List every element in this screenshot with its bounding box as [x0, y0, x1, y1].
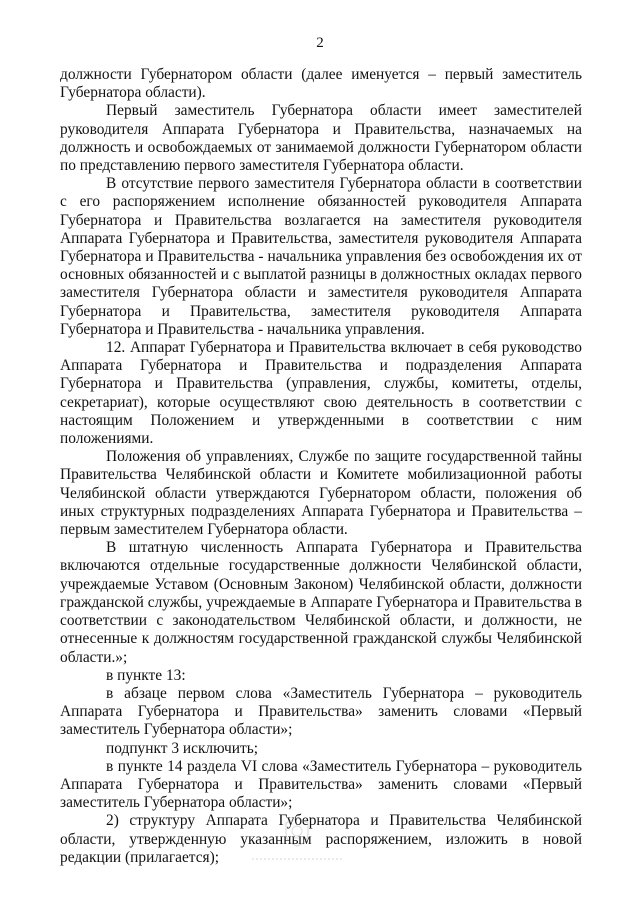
paragraph-item-12: 12. Аппарат Губернатора и Правительства включает в себя руководство Аппарата Губернатора и Правительства и подразделения Аппарата Губернатора и Правительства (управления, службы, комитеты, отделы, секретариат), которые осуществляют свою деятельность в соответствии с настоящим Положением и утвержденными в соответствии с ним положениями.	[60, 339, 582, 448]
page-number: 2	[316, 35, 324, 51]
paragraph-regulations: Положения об управлениях, Службе по защите государственной тайны Правительства Челябинской области и Комитете мобилизационной работы Челябинской области утверждаются Губернатором области, положения об иных структурных подразделениях Аппарата Губернатора и Правительства – первым заместителем Губернатора области.	[60, 448, 582, 539]
document-body	[60, 66, 582, 867]
emblem-watermark-icon	[282, 816, 312, 848]
paragraph-subitem-3: подпункт 3 исключить;	[106, 739, 259, 757]
paragraph-continuation: должности Губернатором области (далее именуется – первый заместитель Губернатора области).	[60, 66, 582, 102]
paragraph-deputies: Первый заместитель Губернатора области имеет заместителей руководителя Аппарата Губернатора и Правительства, назначаемых на должность и освобождаемых от занимаемой должности Губернатором области по представлению первого заместителя Губернатора области.	[60, 102, 582, 175]
paragraph-item-14: в пункте 14 раздела VI слова «Заместитель Губернатора – руководитель Аппарата Губернатора и Правительства» заменить словами «Первый заместитель Губернатора области»;	[60, 757, 582, 812]
watermark-stamp-line	[252, 858, 342, 864]
paragraph-absence-duties: В отсутствие первого заместителя Губернатора области в соответствии с его распоряжением исполнение обязанностей руководителя Аппарата Губернатора и Правительства возлагается на заместителя руководителя Аппарата Губернатора и Правительства, заместителя руководителя Аппарата Губернатора и Правительства - начальника управления без освобождения их от основных обязанностей и с выплатой разницы в должностных окладах первого заместителя Губернатора области и заместителя руководителя Аппарата Губернатора и Правительства, заместителя руководителя Аппарата Губернатора и Правительства - начальника управления.	[60, 175, 582, 338]
paragraph-item-13: в пункте 13:	[106, 666, 186, 684]
paragraph-structure: 2) структуру Аппарата Губернатора и Правительства Челябинской области, утвержденную указанным распоряжением, изложить в новой редакции (прилагается);	[60, 812, 582, 866]
paragraph-staff-count: В штатную численность Аппарата Губернатора и Правительства включаются отдельные государственные должности Челябинской области, учреждаемые Уставом (Основным Законом) Челябинской области, должности гражданской службы, учреждаемые в Аппарате Губернатора и Правительства в соответствии с законодательством Челябинской области, и должности, не отнесенные к должностям государственной гражданской службы Челябинской области.»;	[60, 539, 582, 666]
paragraph-item-13-first-para: в абзаце первом слова «Заместитель Губернатора – руководитель Аппарата Губернатора и Правительства» заменить словами «Первый заместитель Губернатора области»;	[60, 684, 582, 739]
